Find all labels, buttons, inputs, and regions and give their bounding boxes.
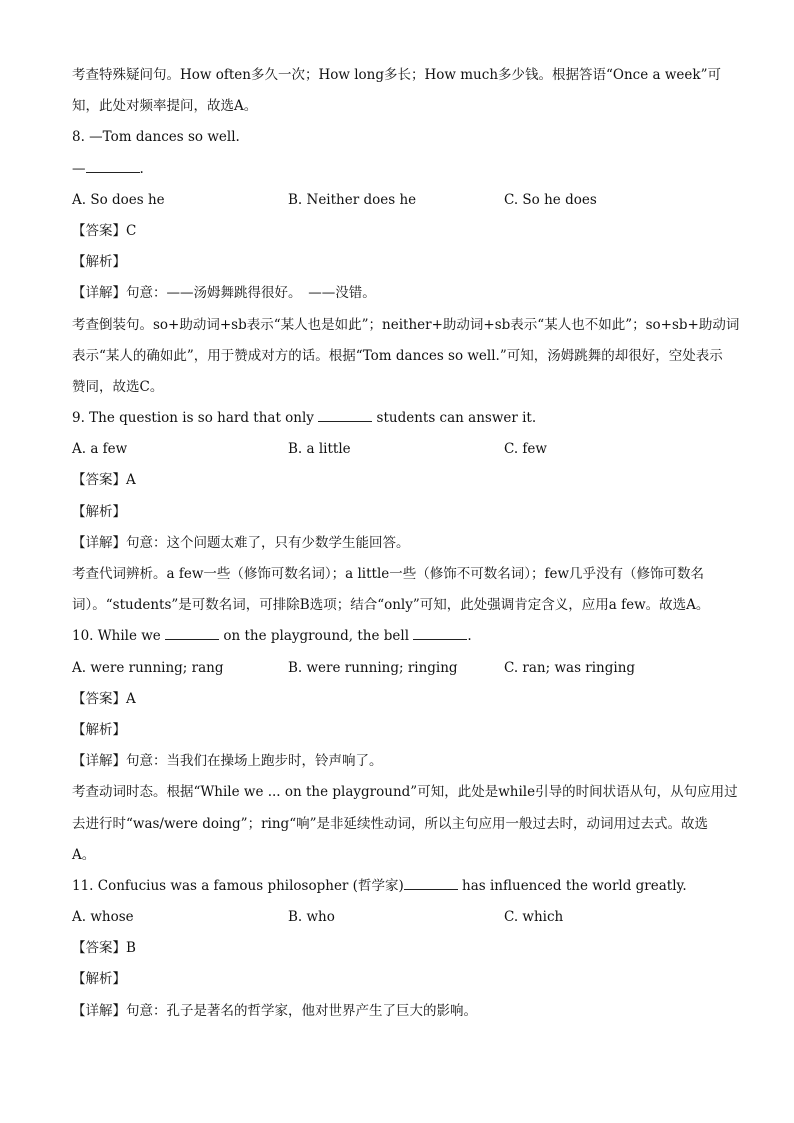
answer-label: 【答案】A [72, 472, 136, 489]
answer-blank [404, 877, 458, 890]
detail-label: 【详解】句意：孔子是著名的哲学家，他对世界产生了巨大的影响。 [72, 1002, 477, 1019]
explanation-line: 赞同，故选C。 [72, 378, 164, 395]
dash: — [72, 160, 86, 177]
explanation-line: A。 [72, 846, 96, 863]
analysis-label: 【解析】 [72, 721, 126, 738]
question-11-stem [72, 871, 722, 902]
answer-label: 【答案】C [72, 222, 137, 239]
option-a: A. whose [72, 909, 134, 926]
question-8-reply [72, 154, 722, 185]
explanation-line: 表示“某人的确如此”，用于赞成对方的话。根据“Tom dances so well.”可知，汤姆跳舞的却很好，空处表示 [72, 347, 723, 364]
answer-blank [413, 627, 467, 640]
analysis-label: 【解析】 [72, 971, 126, 988]
option-a: A. a few [72, 441, 128, 458]
explanation-line: 考查倒装句。so+助动词+sb表示“某人也是如此”；neither+助动词+sb表示“某人也不如此”；so+sb+助动词 [72, 316, 740, 333]
detail-label: 【详解】句意：当我们在操场上跑步时，铃声响了。 [72, 753, 383, 770]
stem-part: 11. Confucius was a famous philosopher (哲学家) [72, 877, 404, 894]
option-a: A. So does he [72, 191, 165, 208]
detail-label: 【详解】句意：——汤姆舞跳得很好。 ——没错。 [72, 285, 376, 302]
question-10-options [72, 653, 722, 684]
answer-blank [86, 160, 140, 173]
explanation-line: 词）。“students”是可数名词，可排除B选项；结合“only”可知，此处强调肯定含义，应用a few。故选A。 [72, 597, 710, 614]
option-c: C. ran; was ringing [504, 659, 636, 676]
question-9-stem [72, 403, 722, 434]
answer-blank [165, 627, 219, 640]
option-b: B. a little [288, 441, 351, 458]
stem-part: on the playground, the bell [223, 628, 410, 645]
option-b: B. Neither does he [288, 191, 417, 208]
question-10-stem [72, 621, 722, 652]
question-8-stem: 8. —Tom dances so well. [72, 129, 240, 146]
explanation-line: 考查动词时态。根据“While we ... on the playground”可知，此处是while引导的时间状语从句，从句应用过 [72, 784, 738, 801]
option-b: B. who [288, 909, 335, 926]
explanation-line: 考查代词辨析。a few一些（修饰可数名词）；a little一些（修饰不可数名词）；few几乎没有（修饰可数名 [72, 566, 705, 582]
detail-label: 【详解】句意：这个问题太难了，只有少数学生能回答。 [72, 534, 410, 551]
period: . [467, 628, 472, 645]
stem-part: 9. The question is so hard that only [72, 410, 314, 427]
option-c: C. few [504, 441, 547, 458]
question-8-options [72, 185, 722, 216]
option-c: C. So he does [504, 191, 597, 208]
stem-part: students can answer it. [376, 410, 537, 427]
option-a: A. were running; rang [72, 659, 224, 676]
option-c: C. which [504, 909, 564, 926]
question-11-options [72, 902, 722, 933]
question-9-options [72, 434, 722, 465]
stem-part: 10. While we [72, 628, 161, 645]
explanation-line: 去进行时“was/were doing”；ring“响”是非延续性动词，所以主句应用一般过去时，动词用过去式。故选 [72, 815, 708, 832]
text-line: 考查特殊疑问句。How often多久一次；How long多长；How much多少钱。根据答语“Once a week”可 [72, 67, 721, 83]
answer-label: 【答案】A [72, 690, 136, 707]
stem-part: has influenced the world greatly. [462, 877, 687, 894]
analysis-label: 【解析】 [72, 503, 126, 520]
answer-blank [318, 409, 372, 422]
text-line: 知，此处对频率提问，故选A。 [72, 98, 258, 115]
option-b: B. were running; ringing [288, 659, 458, 676]
period: . [139, 160, 144, 177]
document-page [72, 60, 740, 1027]
answer-label: 【答案】B [72, 940, 136, 957]
analysis-label: 【解析】 [72, 254, 126, 271]
